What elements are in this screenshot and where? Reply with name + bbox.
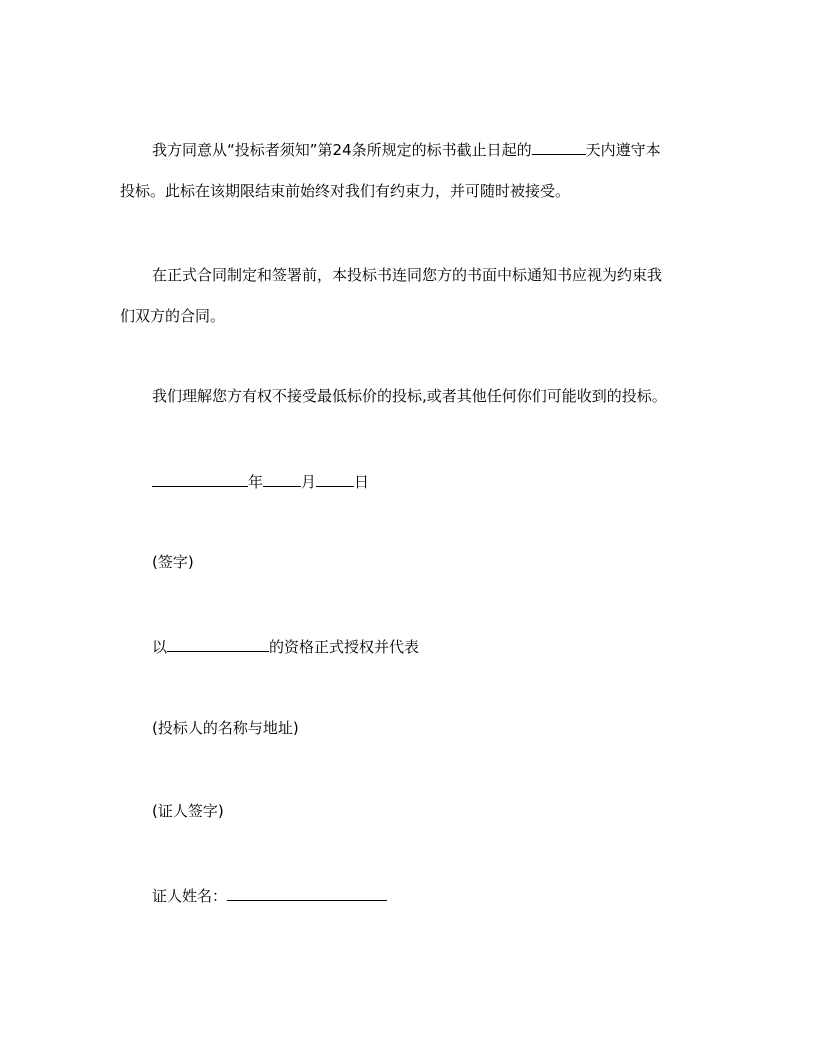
paragraph-lowest-bid (152, 386, 667, 406)
authorization-prefix: 以 (152, 638, 168, 656)
paragraph-contract-line-2 (120, 306, 225, 326)
witness-name-line (152, 884, 387, 906)
authorization-suffix: 的资格正式授权并代表 (269, 638, 420, 656)
validity-text-after-blank: 天内遵守本 (585, 141, 661, 159)
month-label: 月 (301, 473, 317, 491)
contract-text-line-2: 们双方的合同。 (120, 307, 226, 325)
paragraph-validity-line-2 (120, 181, 570, 201)
validity-text-line-2: 投标。此标在该期限结束前始终对我们有约束力，并可随时被接受。 (120, 182, 571, 200)
lowest-bid-text: 我们理解您方有权不接受最低标价的投标,或者其他任何你们可能收到的投标。 (152, 387, 667, 405)
bidder-name-address-label: (投标人的名称与地址) (152, 719, 299, 737)
witness-signature-line (152, 801, 224, 821)
day-label: 日 (354, 473, 370, 491)
day-blank[interactable] (316, 470, 354, 487)
paragraph-contract-line-1 (152, 265, 662, 285)
month-blank[interactable] (263, 470, 301, 487)
authorization-line (152, 635, 419, 657)
validity-text-before-blank: 我方同意从“投标者须知”第24条所规定的标书截止日起的 (152, 141, 532, 159)
year-blank[interactable] (152, 470, 248, 487)
contract-text-line-1: 在正式合同制定和签署前，本投标书连同您方的书面中标通知书应视为约束我 (152, 266, 663, 284)
bidder-name-address-line (152, 718, 299, 738)
witness-name-label: 证人姓名： (152, 887, 228, 905)
witness-name-blank[interactable] (227, 884, 387, 901)
date-line (152, 470, 369, 492)
witness-signature-label: (证人签字) (152, 802, 224, 820)
year-label: 年 (248, 473, 264, 491)
signature-label: (签字) (152, 553, 194, 571)
qualification-blank[interactable] (167, 635, 269, 652)
paragraph-validity-line-1 (152, 138, 661, 160)
signature-line (152, 552, 194, 572)
validity-days-blank[interactable] (532, 138, 586, 155)
